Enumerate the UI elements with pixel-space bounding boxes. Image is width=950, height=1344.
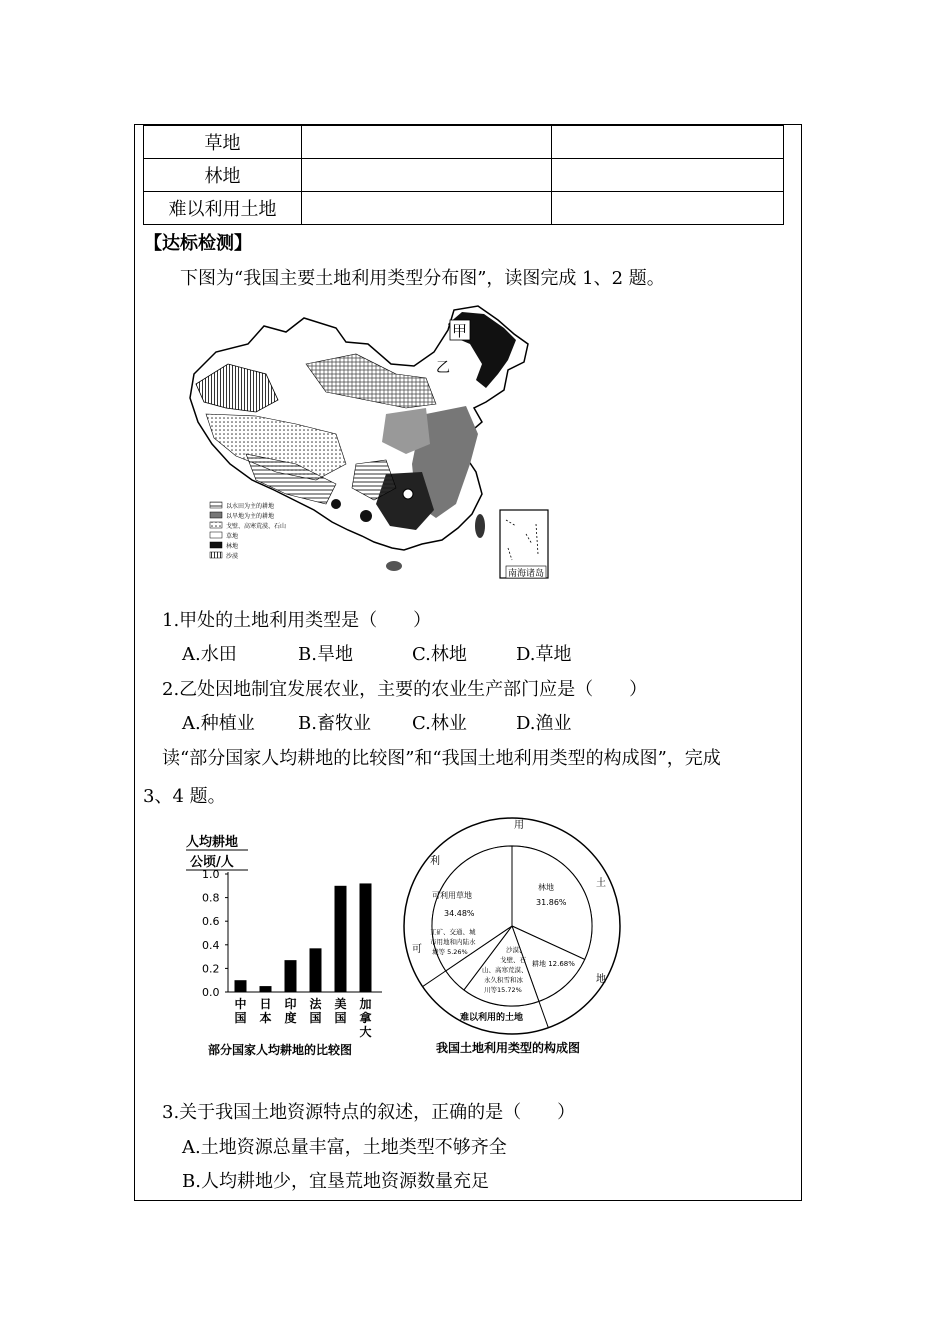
section-title: 【达标检测】: [144, 233, 252, 254]
table-row: [144, 126, 784, 159]
bar-chart: [186, 830, 406, 1062]
bar-title: 部分国家人均耕地的比较图: [208, 1043, 353, 1057]
slice-label-forest: 林地: [538, 883, 554, 892]
pie-title: 我国土地利用类型的构成图: [436, 1041, 581, 1055]
land-type-table: [143, 125, 784, 225]
legend-item: 戈壁、高寒荒漠、石山: [226, 523, 287, 530]
slice-label-mining: 工矿、交通、城: [430, 928, 476, 936]
q2-option-a: A.种植业: [182, 713, 255, 734]
row-cell: [302, 126, 552, 159]
slice-label-forest-pct: 31.86%: [536, 898, 567, 907]
intro-map: 下图为“我国主要土地利用类型分布图”，读图完成 1、2 题。: [180, 268, 665, 289]
bar-tick-label: 0.0: [202, 986, 220, 999]
q1-option-b: B.旱地: [298, 644, 353, 665]
pie-chart: [400, 810, 624, 1060]
row-cell: [552, 126, 784, 159]
slice-label-desert: 戈壁、石: [500, 956, 526, 964]
label-yi: 乙: [436, 360, 450, 376]
table-row: [144, 159, 784, 192]
legend-item: 草地: [226, 533, 239, 540]
bar-mark: [235, 980, 247, 992]
q1-option-a: A.水田: [182, 644, 237, 665]
intro-charts-line2: 3、4 题。: [143, 786, 226, 807]
ring-word: 土: [596, 878, 606, 889]
slice-label-grass-pct: 34.48%: [444, 909, 475, 918]
bar-category-label: 拿: [359, 1011, 372, 1025]
legend-item: 林地: [226, 543, 239, 550]
slice-label-desert: 沙漠、: [506, 946, 526, 954]
legend-item: 沙漠: [226, 553, 239, 560]
bar-ylabel: 人均耕地: [186, 835, 239, 850]
bar-mark: [335, 886, 347, 992]
row-label: 难以利用土地: [144, 192, 302, 225]
label-jia: 甲: [452, 322, 468, 340]
bar-mark: [360, 883, 372, 992]
hainan: [386, 561, 402, 571]
table-row: [144, 192, 784, 225]
slice-label-desert: 永久积雪和冰: [484, 976, 523, 984]
row-cell: [302, 159, 552, 192]
bar-category-label: 中: [234, 997, 247, 1011]
slice-label-farmland: 耕地 12.68%: [532, 960, 575, 968]
bar-category-label: 国: [334, 1011, 347, 1025]
ring-word: 利: [430, 856, 440, 867]
q2-option-b: B.畜牧业: [298, 713, 371, 734]
bar-category-label: 加: [359, 997, 372, 1011]
q2-option-d: D.渔业: [516, 713, 572, 734]
bar-category-label: 度: [284, 1011, 297, 1025]
bar-category-label: 国: [234, 1011, 247, 1025]
q1-option-d: D.草地: [516, 644, 572, 665]
slice-label-grass: 可利用草地: [432, 891, 472, 900]
legend-item: 以水田为主的耕地: [226, 503, 275, 510]
taiwan: [475, 514, 485, 538]
q2-stem: 2.乙处因地制宜发展农业，主要的农业生产部门应是（ ）: [162, 679, 648, 700]
slice-label-desert: 川等15.72%: [484, 986, 522, 994]
row-cell: [552, 192, 784, 225]
land-use-map: [186, 304, 556, 584]
intro-charts-line1: 读“部分国家人均耕地的比较图”和“我国土地利用类型的构成图”，完成: [162, 748, 721, 769]
bar-tick-label: 0.8: [202, 891, 220, 905]
slice-label-mining: 城等 5.26%: [432, 948, 468, 956]
bar-mark: [260, 986, 272, 992]
inset-label: 南海诸岛: [508, 569, 545, 579]
q1-stem: 1.甲处的土地利用类型是（ ）: [162, 610, 432, 631]
bar-category-label: 大: [359, 1025, 372, 1039]
legend-item: 以旱地为主的耕地: [226, 513, 275, 520]
q2-option-c: C.林业: [412, 713, 467, 734]
bar-mark: [285, 960, 297, 992]
q3-option-b: B.人均耕地少，宜垦荒地资源数量充足: [182, 1171, 489, 1192]
q3-option-a: A.土地资源总量丰富，土地类型不够齐全: [182, 1137, 507, 1158]
ring-word: 地: [596, 974, 606, 985]
bar-category-label: 本: [259, 1011, 272, 1025]
bar-tick-label: 0.2: [202, 962, 220, 976]
bar-tick-label: 0.6: [202, 915, 220, 929]
ring-word: 用: [514, 820, 524, 831]
row-cell: [552, 159, 784, 192]
bar-category-label: 法: [309, 997, 322, 1011]
bar-tick-label: 0.4: [202, 938, 220, 952]
slice-label-desert: 山、高寒荒漠、: [482, 966, 528, 974]
q3-stem: 3.关于我国土地资源特点的叙述，正确的是（ ）: [162, 1102, 576, 1123]
ring-word: 可: [412, 944, 422, 955]
q1-option-c: C.林地: [412, 644, 467, 665]
bar-mark: [310, 948, 322, 992]
bar-yunit: 公顷/人: [190, 855, 234, 870]
pie-bottom-label: 难以利用的土地: [460, 1013, 524, 1023]
row-label: 草地: [144, 126, 302, 159]
south-sea-inset: [500, 510, 548, 579]
slice-label-mining: 市用地和内陆水: [430, 938, 476, 946]
map-legend: [210, 502, 286, 560]
bar-category-label: 国: [309, 1011, 322, 1025]
bar-category-label: 日: [259, 997, 272, 1011]
bar-category-label: 印: [284, 997, 297, 1011]
row-cell: [302, 192, 552, 225]
bar-category-label: 美: [334, 997, 347, 1011]
bar-tick-label: 1.0: [202, 868, 220, 881]
row-label: 林地: [144, 159, 302, 192]
